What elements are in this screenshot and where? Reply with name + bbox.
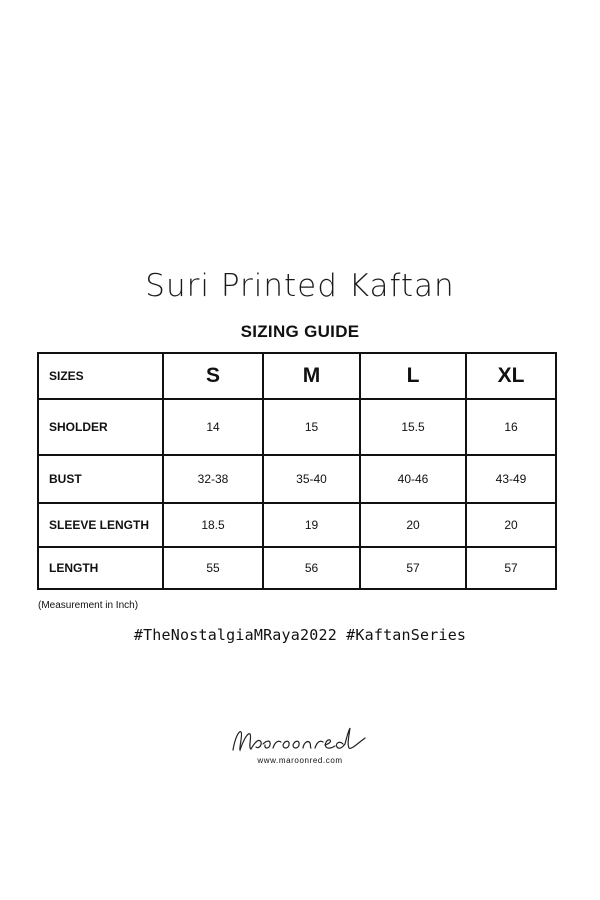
- table-cell: 55: [163, 547, 263, 589]
- table-header-row: [38, 353, 556, 399]
- table-cell: 43-49: [466, 455, 556, 503]
- sizing-guide-heading: SIZING GUIDE: [240, 322, 360, 341]
- table-row: [38, 399, 556, 455]
- table-cell: 57: [466, 547, 556, 589]
- table-row: [38, 547, 556, 589]
- table-cell: 35-40: [263, 455, 360, 503]
- table-cell: 57: [360, 547, 466, 589]
- website-url: www.maroonred.com: [257, 756, 343, 765]
- table-cell: 32-38: [163, 455, 263, 503]
- size-header-s: S: [163, 353, 263, 399]
- row-label-length: LENGTH: [38, 547, 163, 589]
- row-label-sleeve-length: SLEEVE LENGTH: [38, 503, 163, 547]
- table-row: [38, 503, 556, 547]
- table-cell: 15.5: [360, 399, 466, 455]
- table-cell: 40-46: [360, 455, 466, 503]
- measurement-note: (Measurement in Inch): [38, 600, 139, 611]
- table-cell: 20: [466, 503, 556, 547]
- table-cell: 20: [360, 503, 466, 547]
- table-cell: 18.5: [163, 503, 263, 547]
- product-title: Suri Printed Kaftan: [145, 268, 455, 304]
- sizes-header-label: SIZES: [38, 353, 163, 399]
- hashtags: #TheNostalgiaMRaya2022 #KaftanSeries: [133, 626, 467, 644]
- row-label-bust: BUST: [38, 455, 163, 503]
- size-header-m: M: [263, 353, 360, 399]
- table-cell: 56: [263, 547, 360, 589]
- size-header-l: L: [360, 353, 466, 399]
- row-label-sholder: SHOLDER: [38, 399, 163, 455]
- size-header-xl: XL: [466, 353, 556, 399]
- table-row: [38, 455, 556, 503]
- table-cell: 19: [263, 503, 360, 547]
- table-cell: 15: [263, 399, 360, 455]
- table-cell: 16: [466, 399, 556, 455]
- sizing-table: [37, 352, 557, 590]
- table-cell: 14: [163, 399, 263, 455]
